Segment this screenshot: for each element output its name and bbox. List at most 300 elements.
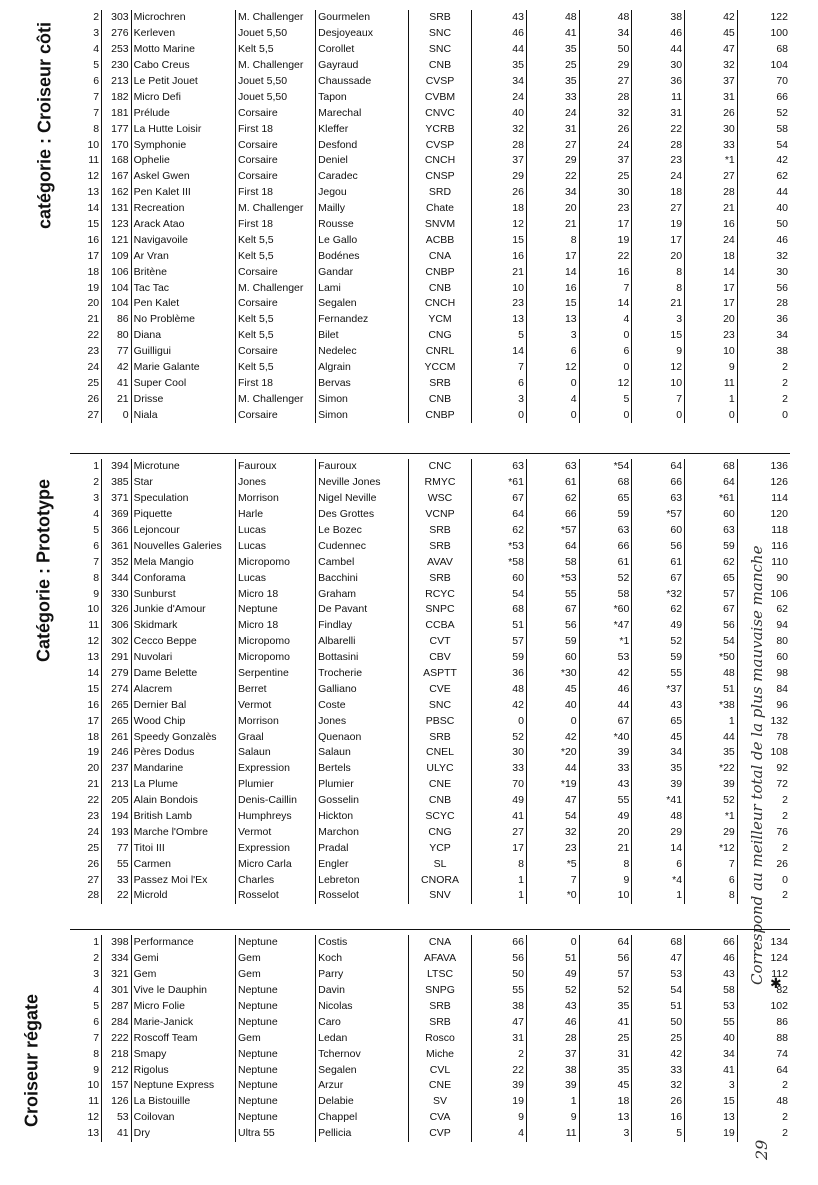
boat-name-cell: Skidmark xyxy=(131,618,235,634)
boat-name-cell: La Plume xyxy=(131,777,235,793)
table-row xyxy=(70,888,790,904)
race-1-cell: 44 xyxy=(472,42,527,58)
table-row xyxy=(70,697,790,713)
boat-name-cell: Marie-Janick xyxy=(131,1014,235,1030)
club-cell: RCYC xyxy=(408,586,471,602)
points-cell: 194 xyxy=(102,809,132,825)
race-4-cell: 24 xyxy=(632,169,685,185)
club-cell: CVE xyxy=(408,681,471,697)
rank-cell: 17 xyxy=(87,249,100,262)
club-cell: CVT xyxy=(408,634,471,650)
boat-name-cell: Piquette xyxy=(131,507,235,523)
race-3-cell: 59 xyxy=(579,507,632,523)
rank-cell: 16 xyxy=(87,233,100,246)
club-cell: AVAV xyxy=(408,554,471,570)
race-4-cell: 65 xyxy=(632,713,685,729)
club-cell: SRB xyxy=(408,538,471,554)
skipper-cell: Nedelec xyxy=(316,344,409,360)
boat-type-cell: Neptune xyxy=(236,1094,316,1110)
race-4-cell: 6 xyxy=(632,856,685,872)
points-cell: 230 xyxy=(102,58,132,74)
table-row xyxy=(70,1046,790,1062)
race-2-cell: *53 xyxy=(526,570,579,586)
race-1-cell: 24 xyxy=(472,89,527,105)
skipper-cell: Desfond xyxy=(316,137,409,153)
club-cell: SNVM xyxy=(408,217,471,233)
skipper-cell: Chappel xyxy=(316,1110,409,1126)
race-1-cell: 59 xyxy=(472,650,527,666)
boat-type-cell: First 18 xyxy=(236,217,316,233)
table-row xyxy=(70,681,790,697)
total-cell: 84 xyxy=(737,681,790,697)
table-row xyxy=(70,491,790,507)
boat-name-cell: Mandarine xyxy=(131,761,235,777)
boat-type-cell: M. Challenger xyxy=(236,280,316,296)
boat-name-cell: No Problème xyxy=(131,312,235,328)
race-3-cell: 19 xyxy=(579,232,632,248)
points-cell: 131 xyxy=(102,201,132,217)
race-4-cell: *4 xyxy=(632,872,685,888)
total-cell: 56 xyxy=(737,280,790,296)
boat-type-cell: Charles xyxy=(236,872,316,888)
race-4-cell: 0 xyxy=(632,407,685,423)
points-cell: 21 xyxy=(102,391,132,407)
race-4-cell: 22 xyxy=(632,121,685,137)
race-4-cell: 15 xyxy=(632,328,685,344)
table-row xyxy=(70,344,790,360)
club-cell: ACBB xyxy=(408,232,471,248)
race-1-cell: 0 xyxy=(472,407,527,423)
table-row xyxy=(70,570,790,586)
race-3-cell: 21 xyxy=(579,840,632,856)
points-cell: 326 xyxy=(102,602,132,618)
table-row xyxy=(70,312,790,328)
race-2-cell: 11 xyxy=(526,1126,579,1142)
club-cell: SRB xyxy=(408,523,471,539)
race-4-cell: 63 xyxy=(632,491,685,507)
regate-table xyxy=(70,935,790,1142)
table-row xyxy=(70,217,790,233)
boat-type-cell: Jouet 5,50 xyxy=(236,74,316,90)
total-cell: 68 xyxy=(737,42,790,58)
race-1-cell: 57 xyxy=(472,634,527,650)
race-1-cell: 28 xyxy=(472,137,527,153)
handwritten-note: Correspond au meilleur total de la plus mauvaise manche xyxy=(748,545,766,985)
race-1-cell: 66 xyxy=(472,935,527,951)
boat-name-cell: Wood Chip xyxy=(131,713,235,729)
rank-cell: 3 xyxy=(93,27,100,40)
rank-cell: 27 xyxy=(87,408,100,421)
boat-type-cell: Graal xyxy=(236,729,316,745)
race-3-cell: 6 xyxy=(579,344,632,360)
race-2-cell: *30 xyxy=(526,666,579,682)
race-3-cell: 24 xyxy=(579,137,632,153)
race-5-cell: 53 xyxy=(685,999,738,1015)
total-cell: 2 xyxy=(737,1126,790,1142)
race-3-cell: 7 xyxy=(579,280,632,296)
race-3-cell: 28 xyxy=(579,89,632,105)
race-1-cell: *53 xyxy=(472,538,527,554)
race-3-cell: 30 xyxy=(579,185,632,201)
race-2-cell: 47 xyxy=(526,793,579,809)
race-5-cell: 35 xyxy=(685,745,738,761)
rank-cell: 8 xyxy=(93,122,100,135)
race-5-cell: 58 xyxy=(685,983,738,999)
race-2-cell: 51 xyxy=(526,951,579,967)
rank-cell: 8 xyxy=(93,571,100,584)
skipper-cell: Costis xyxy=(316,935,409,951)
table-row xyxy=(70,554,790,570)
table-row xyxy=(70,137,790,153)
skipper-cell: Nigel Neville xyxy=(316,491,409,507)
skipper-cell: Tapon xyxy=(316,89,409,105)
table-row xyxy=(70,407,790,423)
total-cell: 118 xyxy=(737,523,790,539)
boat-type-cell: Jouet 5,50 xyxy=(236,89,316,105)
race-4-cell: 47 xyxy=(632,951,685,967)
race-1-cell: 39 xyxy=(472,1078,527,1094)
points-cell: 265 xyxy=(102,713,132,729)
skipper-cell: Marechal xyxy=(316,105,409,121)
total-cell: 40 xyxy=(737,201,790,217)
points-cell: 352 xyxy=(102,554,132,570)
race-4-cell: 12 xyxy=(632,360,685,376)
race-2-cell: 13 xyxy=(526,312,579,328)
total-cell: 102 xyxy=(737,999,790,1015)
total-cell: 44 xyxy=(737,185,790,201)
boat-type-cell: Lucas xyxy=(236,538,316,554)
table-row xyxy=(70,634,790,650)
race-4-cell: 45 xyxy=(632,729,685,745)
race-1-cell: 8 xyxy=(472,856,527,872)
race-1-cell: 21 xyxy=(472,264,527,280)
race-5-cell: 60 xyxy=(685,507,738,523)
race-4-cell: 8 xyxy=(632,264,685,280)
race-2-cell: 67 xyxy=(526,602,579,618)
boat-name-cell: Lejoncour xyxy=(131,523,235,539)
total-cell: 72 xyxy=(737,777,790,793)
race-4-cell: 31 xyxy=(632,105,685,121)
points-cell: 398 xyxy=(102,935,132,951)
race-1-cell: 60 xyxy=(472,570,527,586)
boat-name-cell: Roscoff Team xyxy=(131,1030,235,1046)
race-1-cell: 29 xyxy=(472,169,527,185)
rank-cell: 19 xyxy=(87,746,100,759)
table-row xyxy=(70,264,790,280)
race-4-cell: 49 xyxy=(632,618,685,634)
race-5-cell: 27 xyxy=(685,169,738,185)
skipper-cell: Caro xyxy=(316,1014,409,1030)
boat-name-cell: Nouvelles Galeries xyxy=(131,538,235,554)
skipper-cell: Lami xyxy=(316,280,409,296)
club-cell: AFAVA xyxy=(408,951,471,967)
club-cell: SL xyxy=(408,856,471,872)
points-cell: 246 xyxy=(102,745,132,761)
boat-name-cell: Pen Kalet xyxy=(131,296,235,312)
race-1-cell: 12 xyxy=(472,217,527,233)
table-row xyxy=(70,1126,790,1142)
rank-cell: 24 xyxy=(87,825,100,838)
race-5-cell: 64 xyxy=(685,475,738,491)
total-cell: 2 xyxy=(737,1078,790,1094)
race-4-cell: 50 xyxy=(632,1014,685,1030)
boat-type-cell: Morrison xyxy=(236,491,316,507)
points-cell: 287 xyxy=(102,999,132,1015)
skipper-cell: Le Bozec xyxy=(316,523,409,539)
table-row xyxy=(70,1030,790,1046)
race-2-cell: 3 xyxy=(526,328,579,344)
table-row xyxy=(70,185,790,201)
boat-type-cell: Corsaire xyxy=(236,153,316,169)
boat-name-cell: Gem xyxy=(131,967,235,983)
race-4-cell: 53 xyxy=(632,967,685,983)
race-2-cell: 61 xyxy=(526,475,579,491)
race-3-cell: *40 xyxy=(579,729,632,745)
race-4-cell: 23 xyxy=(632,153,685,169)
race-1-cell: 50 xyxy=(472,967,527,983)
boat-name-cell: Alain Bondois xyxy=(131,793,235,809)
race-2-cell: 31 xyxy=(526,121,579,137)
club-cell: ULYC xyxy=(408,761,471,777)
boat-name-cell: Cecco Beppe xyxy=(131,634,235,650)
table-row xyxy=(70,391,790,407)
total-cell: 106 xyxy=(737,586,790,602)
rank-cell: 20 xyxy=(87,297,100,310)
race-4-cell: *32 xyxy=(632,586,685,602)
skipper-cell: Koch xyxy=(316,951,409,967)
race-3-cell: 0 xyxy=(579,328,632,344)
points-cell: 306 xyxy=(102,618,132,634)
total-cell: 54 xyxy=(737,137,790,153)
table-row xyxy=(70,296,790,312)
table-row xyxy=(70,89,790,105)
rank-cell: 2 xyxy=(93,952,100,965)
boat-name-cell: Askel Gwen xyxy=(131,169,235,185)
boat-type-cell: Kelt 5,5 xyxy=(236,248,316,264)
race-5-cell: 21 xyxy=(685,201,738,217)
race-4-cell: *41 xyxy=(632,793,685,809)
race-4-cell: 1 xyxy=(632,888,685,904)
boat-name-cell: Rigolus xyxy=(131,1062,235,1078)
race-3-cell: 46 xyxy=(579,681,632,697)
race-2-cell: 49 xyxy=(526,967,579,983)
race-4-cell: 30 xyxy=(632,58,685,74)
skipper-cell: Salaun xyxy=(316,745,409,761)
total-cell: 38 xyxy=(737,344,790,360)
boat-type-cell: Neptune xyxy=(236,1110,316,1126)
rank-cell: 7 xyxy=(93,555,100,568)
skipper-cell: Simon xyxy=(316,407,409,423)
race-4-cell: 34 xyxy=(632,745,685,761)
total-cell: 96 xyxy=(737,697,790,713)
rank-cell: 2 xyxy=(93,476,100,489)
points-cell: 157 xyxy=(102,1078,132,1094)
boat-type-cell: Ultra 55 xyxy=(236,1126,316,1142)
boat-type-cell: Jouet 5,50 xyxy=(236,26,316,42)
race-5-cell: 1 xyxy=(685,713,738,729)
boat-name-cell: Pères Dodus xyxy=(131,745,235,761)
race-4-cell: 48 xyxy=(632,809,685,825)
total-cell: 100 xyxy=(737,26,790,42)
boat-name-cell: Tac Tac xyxy=(131,280,235,296)
race-4-cell: 59 xyxy=(632,650,685,666)
table-row xyxy=(70,74,790,90)
rank-cell: 4 xyxy=(93,984,100,997)
total-cell: 2 xyxy=(737,375,790,391)
skipper-cell: Quenaon xyxy=(316,729,409,745)
total-cell: 104 xyxy=(737,58,790,74)
points-cell: 168 xyxy=(102,153,132,169)
race-1-cell: 46 xyxy=(472,26,527,42)
race-3-cell: 61 xyxy=(579,554,632,570)
race-3-cell: 0 xyxy=(579,360,632,376)
race-5-cell: 54 xyxy=(685,634,738,650)
skipper-cell: Cambel xyxy=(316,554,409,570)
race-5-cell: 9 xyxy=(685,360,738,376)
asterisk-mark: ✱ xyxy=(770,975,782,991)
race-3-cell: 68 xyxy=(579,475,632,491)
points-cell: 109 xyxy=(102,248,132,264)
race-4-cell: 42 xyxy=(632,1046,685,1062)
handwritten-corner-number: 29 xyxy=(752,1139,771,1160)
points-cell: 366 xyxy=(102,523,132,539)
skipper-cell: Rosselot xyxy=(316,888,409,904)
race-5-cell: 33 xyxy=(685,137,738,153)
race-5-cell: 16 xyxy=(685,217,738,233)
table-row xyxy=(70,809,790,825)
boat-type-cell: Corsaire xyxy=(236,407,316,423)
club-cell: CNSP xyxy=(408,169,471,185)
category-label-prototype: Catégorie : Prototype xyxy=(33,478,54,663)
race-4-cell: *57 xyxy=(632,507,685,523)
rank-cell: 7 xyxy=(93,106,100,119)
race-2-cell: 23 xyxy=(526,840,579,856)
rank-cell: 5 xyxy=(93,1000,100,1012)
total-cell: 114 xyxy=(737,491,790,507)
race-5-cell: 57 xyxy=(685,586,738,602)
boat-name-cell: Niala xyxy=(131,407,235,423)
race-1-cell: 48 xyxy=(472,681,527,697)
total-cell: 52 xyxy=(737,105,790,121)
race-4-cell: 33 xyxy=(632,1062,685,1078)
race-5-cell: 0 xyxy=(685,407,738,423)
total-cell: 90 xyxy=(737,570,790,586)
skipper-cell: Bodénes xyxy=(316,248,409,264)
club-cell: Rosco xyxy=(408,1030,471,1046)
boat-type-cell: Humphreys xyxy=(236,809,316,825)
race-5-cell: *12 xyxy=(685,840,738,856)
table-row xyxy=(70,459,790,475)
race-2-cell: 60 xyxy=(526,650,579,666)
race-1-cell: 67 xyxy=(472,491,527,507)
boat-name-cell: Speculation xyxy=(131,491,235,507)
table-row xyxy=(70,967,790,983)
rank-cell: 18 xyxy=(87,265,100,278)
race-2-cell: 25 xyxy=(526,58,579,74)
rank-cell: 1 xyxy=(93,936,100,949)
boat-type-cell: Expression xyxy=(236,761,316,777)
total-cell: 58 xyxy=(737,121,790,137)
rank-cell: 10 xyxy=(87,603,100,616)
table-row xyxy=(70,983,790,999)
boat-name-cell: Motto Marine xyxy=(131,42,235,58)
race-2-cell: 8 xyxy=(526,232,579,248)
boat-type-cell: M. Challenger xyxy=(236,391,316,407)
table-row xyxy=(70,42,790,58)
club-cell: SNPG xyxy=(408,983,471,999)
club-cell: CNB xyxy=(408,280,471,296)
points-cell: 334 xyxy=(102,951,132,967)
rank-cell: 26 xyxy=(87,392,100,405)
points-cell: 321 xyxy=(102,967,132,983)
race-5-cell: *50 xyxy=(685,650,738,666)
race-1-cell: 19 xyxy=(472,1094,527,1110)
race-1-cell: 10 xyxy=(472,280,527,296)
race-1-cell: 32 xyxy=(472,121,527,137)
club-cell: CVP xyxy=(408,1126,471,1142)
race-5-cell: 1 xyxy=(685,391,738,407)
race-5-cell: 15 xyxy=(685,1094,738,1110)
race-5-cell: 17 xyxy=(685,280,738,296)
race-5-cell: *1 xyxy=(685,153,738,169)
club-cell: SNC xyxy=(408,697,471,713)
race-4-cell: 19 xyxy=(632,217,685,233)
rank-cell: 11 xyxy=(88,619,100,632)
points-cell: 213 xyxy=(102,777,132,793)
race-2-cell: 34 xyxy=(526,185,579,201)
total-cell: 78 xyxy=(737,729,790,745)
table-row xyxy=(70,666,790,682)
race-2-cell: 44 xyxy=(526,761,579,777)
skipper-cell: Nicolas xyxy=(316,999,409,1015)
race-3-cell: 5 xyxy=(579,391,632,407)
total-cell: 94 xyxy=(737,618,790,634)
points-cell: 167 xyxy=(102,169,132,185)
race-1-cell: 40 xyxy=(472,105,527,121)
race-1-cell: 31 xyxy=(472,1030,527,1046)
race-4-cell: 38 xyxy=(632,10,685,26)
table-row xyxy=(70,935,790,951)
race-2-cell: 45 xyxy=(526,681,579,697)
race-4-cell: 28 xyxy=(632,137,685,153)
total-cell: 108 xyxy=(737,745,790,761)
race-1-cell: 16 xyxy=(472,248,527,264)
skipper-cell: Albarelli xyxy=(316,634,409,650)
race-2-cell: 62 xyxy=(526,491,579,507)
rank-cell: 17 xyxy=(87,714,100,727)
race-2-cell: 42 xyxy=(526,729,579,745)
rank-cell: 22 xyxy=(87,329,100,342)
table-row xyxy=(70,328,790,344)
rank-cell: 2 xyxy=(93,11,100,24)
club-cell: SNC xyxy=(408,26,471,42)
table-row xyxy=(70,153,790,169)
boat-name-cell: Cabo Creus xyxy=(131,58,235,74)
total-cell: 122 xyxy=(737,10,790,26)
skipper-cell: Hickton xyxy=(316,809,409,825)
boat-name-cell: Star xyxy=(131,475,235,491)
boat-type-cell: First 18 xyxy=(236,375,316,391)
rank-cell: 19 xyxy=(87,281,100,294)
rank-cell: 15 xyxy=(87,682,100,695)
race-4-cell: 11 xyxy=(632,89,685,105)
race-4-cell: 36 xyxy=(632,74,685,90)
club-cell: SRD xyxy=(408,185,471,201)
race-3-cell: 56 xyxy=(579,951,632,967)
rank-cell: 20 xyxy=(87,762,100,775)
race-2-cell: 24 xyxy=(526,105,579,121)
boat-name-cell: Symphonie xyxy=(131,137,235,153)
